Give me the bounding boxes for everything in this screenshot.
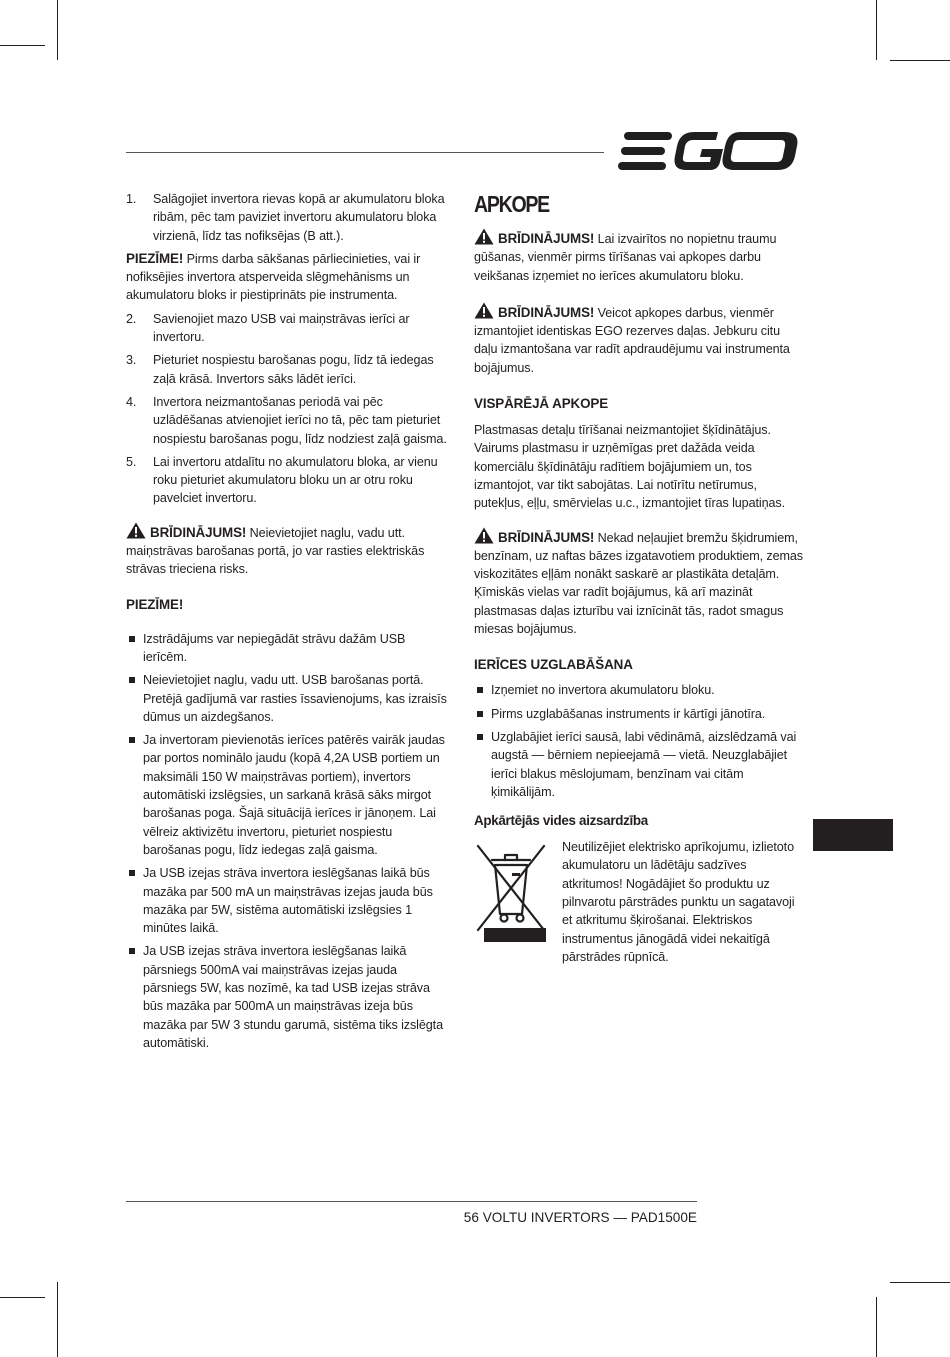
list-item: Ja USB izejas strāva invertora ieslēgšanas laikā būs mazāka par 500 mA un maiņstrāvas izejas jauda būs mazāka par 5W, sistēma automātiski izslēgsies 1 minūtes laikā. [126,864,452,937]
environment-text: Neutilizējiet elektrisko aprīkojumu, izlietoto akumulatoru un lādētāju sadzīves atkritumos! Nogādājiet šo produktu uz pilnvarotu pārstrādes punktu un sagatavoji et atkritumu šķirošanai. Elektriskos instrumentus jānogādā videi nekaitīgā pārstrādes rūpnīcā. [562,840,795,964]
step-text: Pieturiet nospiestu barošanas pogu, līdz tā iedegas zaļā krāsā. Invertors sāks lādēt ierīci. [153,353,434,386]
warning-text: Nekad neļaujiet bremžu šķidrumiem, benzīnam, uz naftas bāzes izgatavotiem produktiem, zemas viskozitātes eļļām nonākt saskarē ar plastikāta detaļām. Ķīmiskās vielas var radīt bojājumus, kā arī mazināt plastmasas daļas izturību vai iznīcināt tās, radot smagus miesas bojājumus. [474,530,804,637]
list-item: Uzglabājiet ierīci sausā, labi vēdināmā, aizslēdzamā vai augstā — bērniem nepieejamā — vietā. Neuzglabājiet ierīci blakus mēslojumam, benzīnam vai citām ķimikālijām. [474,728,804,801]
crop-mark [57,1282,58,1357]
step-text: Lai invertoru atdalītu no akumulatoru bloka, ar vienu roku pieturiet akumulatoru bloku un ar otru roku pavelciet invertoru. [153,454,438,506]
warning-text: Veicot apkopes darbus, vienmēr izmantojiet identiskas EGO rezerves daļas. Jebkuru citu daļu izmantošana var radīt apdraudējumu vai instrumenta bojājumus. [474,305,790,375]
page-footer: 56 VOLTU INVERTORS — PAD1500E [463,1210,697,1225]
warning-text: Lai izvairītos no nopietnu traumu gūšanas, vienmēr pirms tīrīšanas vai apkopes darbu veikšanas izņemiet no ierīces akumulatoru bloku. [474,232,777,283]
warning-icon [474,228,494,245]
step-number: 4. [126,394,137,409]
note-text: Pirms darba sākšanas pārliecinieties, vai ir nofiksējies invertora atsperveida slēgmehānisms un akumulatoru bloks ir piestiprināts pie instrumenta. [126,251,421,303]
warning-paragraph [474,302,804,377]
list-item: Ja invertoram pievienotās ierīces patērēs vairāk jaudas par portos nominālo jaudu (kopā 4,2A USB portiem un maksimāli 150 W maiņstrāvas portiem), invertors automātiski izslēgsies, un sarkanā krāsā sāks mirgot barošanas poga. Šajā situācijā ierīces ir jānoņem. Lai vēlreiz aktivizētu invertoru, pieturiet nospiestu barošanas pogu, līdz iedegas zaļā gaisma. [126,731,452,859]
warning-paragraph [126,522,452,579]
list-item: Pirms uzglabāšanas instruments ir kārtīgi jānotīra. [474,705,804,723]
step-item [126,393,452,448]
step-item [126,190,452,245]
crop-mark [876,1297,877,1357]
warning-paragraph [474,228,804,285]
warning-paragraph [474,527,804,639]
list-item: Ja USB izejas strāva invertora ieslēgšanas laikā pārsniegs 500mA vai maiņstrāvas izejas jauda pārsniegs 5W, kas nozīmē, ka tad USB izejas strāva būs mazāka par 500mA un maiņstrāvas izeja būs mazāka par 5W 3 stundu garumā, sistēma tiks izslēgta automātiski. [126,942,452,1052]
warning-label: BRĪDINĀJUMS! [498,304,595,320]
footer-rule [126,1201,697,1202]
crop-mark [0,1297,45,1298]
list-item: Neievietojiet naglu, vadu utt. USB barošanas portā. Pretējā gadījumā var rasties īssavienojums, kas izraisīs dūmus un aizdegšanos. [126,671,452,726]
note-paragraph [126,250,452,305]
right-column [474,190,804,966]
step-number: 5. [126,454,137,469]
step-number: 2. [126,311,137,326]
section-title: APKOPE [474,191,549,217]
step-text: Salāgojiet invertora rievas kopā ar akumulatoru bloka ribām, pēc tam paviziet invertoru akumulatoru bloka virzienā, līdz tas nofiksējas (B att.). [153,192,445,243]
step-item [126,351,452,388]
note-label: PIEZĪME! [126,250,184,266]
crop-mark [890,60,950,61]
left-column [126,190,452,1057]
ego-logo [618,128,800,174]
crop-mark [0,45,45,46]
storage-heading: IERĪCES UZGLABĀŠANA [474,657,633,673]
crop-mark [57,0,58,60]
list-item: Izņemiet no invertora akumulatoru bloku. [474,681,804,699]
notes-heading: PIEZĪME! [126,596,184,612]
step-number: 3. [126,353,137,368]
notes-list [126,630,452,1053]
environment-heading: Apkārtējās vides aizsardzība [474,813,648,829]
step-item [126,453,452,508]
warning-icon [126,522,146,539]
general-maintenance-heading: VISPĀRĒJĀ APKOPE [474,396,609,412]
crop-mark [890,1282,950,1283]
warning-icon [474,527,494,544]
environment-block [474,838,804,966]
warning-label: BRĪDINĀJUMS! [498,529,595,545]
general-maintenance-text: Plastmasas detaļu tīrīšanai neizmantojiet šķīdinātājus. Vairums plastmasu ir uzņēmīgas pret dažāda veida komerciālu šķīdinātāju radītiem bojājumiem un, tos izmantojot, var tikt sabojātas. Lai notīrītu netīrumus, putekļus, eļļu, smērvielas u.c., izmantojiet tīras lupatiņas. [474,423,785,511]
warning-text: Neievietojiet naglu, vadu utt. maiņstrāvas barošanas portā, jo var rasties elektriskās strāvas trieciena risks. [126,525,425,577]
step-text: Savienojiet mazo USB vai maiņstrāvas ierīci ar invertoru. [153,311,410,345]
storage-list [474,681,804,801]
step-item [126,310,452,347]
warning-icon [474,302,494,319]
step-number: 1. [126,192,137,206]
crossed-bin-icon [474,838,548,942]
warning-label: BRĪDINĀJUMS! [150,524,247,540]
list-item: Izstrādājums var nepiegādāt strāvu dažām USB ierīcēm. [126,630,452,667]
step-text: Invertora neizmantošanas periodā vai pēc uzlādēšanas atvienojiet ierīci no tā, pēc tam pieturiet nospiestu barošanas pogu, līdz nodziest zaļā gaisma. [153,394,447,446]
crop-mark [876,0,877,60]
language-tab-marker [813,819,893,851]
header-rule [126,152,604,153]
warning-label: BRĪDINĀJUMS! [498,231,595,246]
